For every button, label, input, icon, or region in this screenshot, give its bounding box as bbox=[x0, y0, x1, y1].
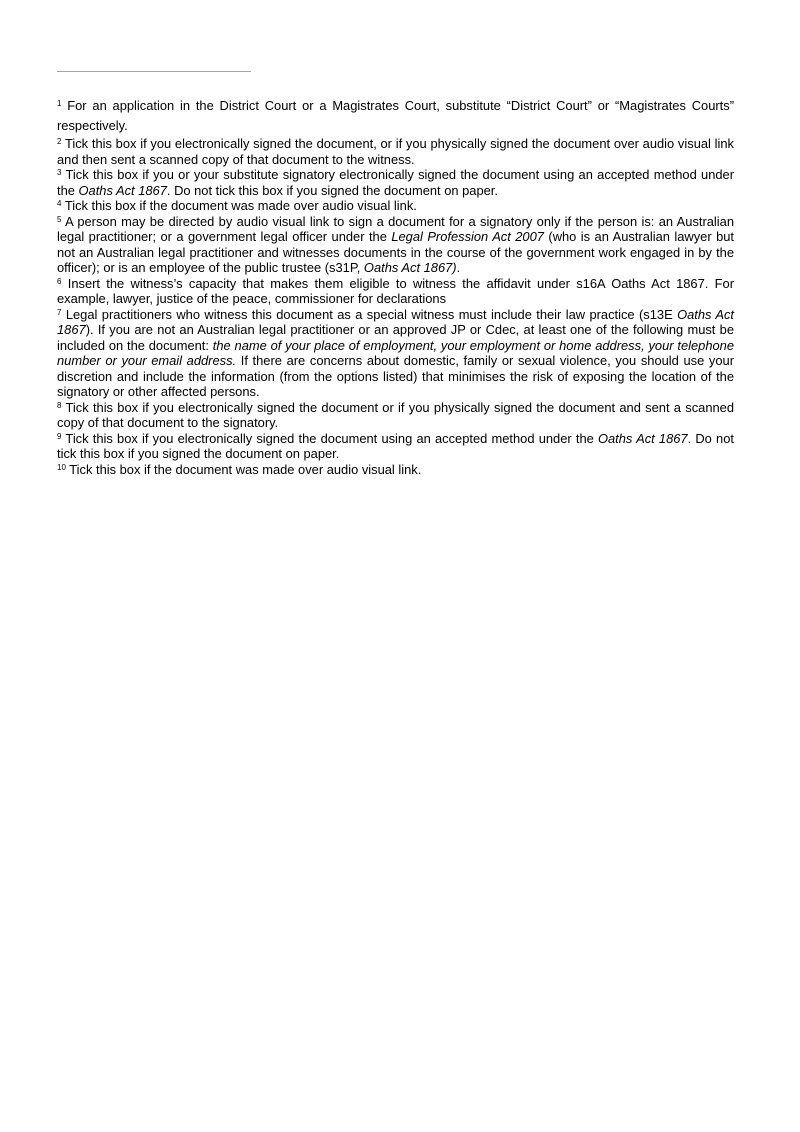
footnote-text: Tick this box if the document was made over audio visual link. bbox=[64, 198, 417, 213]
footnote-text: If there are concerns about domestic, family or sexual violence, you should use your discretion and include the information (from the options listed) that minimises the risk of exposing the location of the signatory or other affected persons. bbox=[57, 353, 734, 399]
footnote-text: ). If you are not an Australian legal practitioner or an approved JP or Cdec, at least one of the following must be included on the document: bbox=[57, 322, 734, 353]
footnote-6 bbox=[57, 276, 734, 307]
footnote-10 bbox=[57, 462, 734, 478]
footnote-text: (who is an Australian lawyer but not an Australian legal practitioner and witnesses documents in the course of the government work engaged in by the officer); or is an employee of the public trustee (s31P, bbox=[57, 229, 735, 275]
footnote-citation: Legal Profession Act 2007 bbox=[391, 229, 544, 244]
footnote-number: 5 bbox=[57, 214, 62, 224]
footnote-text: . Do not tick this box if you signed the document on paper. bbox=[166, 182, 498, 198]
footnote-text: Legal practitioners who witness this document as a special witness must include their law practice (s13E bbox=[65, 306, 678, 322]
footnote-citation: Oaths Act 1867 bbox=[597, 430, 688, 446]
footnote-emphasis: the name of your place of employment, your employment or home address, your telephone number or your email address. bbox=[57, 337, 735, 368]
footnote-number: 8 bbox=[57, 400, 62, 410]
footnote-5 bbox=[57, 214, 734, 276]
footnote-8 bbox=[57, 400, 734, 431]
footnote-text: Tick this box if you electronically signed the document using an accepted method under the bbox=[65, 430, 598, 446]
footnote-number: 9 bbox=[57, 431, 62, 441]
footnote-text: A person may be directed by audio visual link to sign a document for a signatory only if the person is: an Australian legal practitioner; or a government legal officer under the bbox=[57, 213, 734, 244]
footnote-number: 4 bbox=[57, 199, 62, 208]
footnote-citation: Oaths Act 1867 bbox=[57, 306, 734, 337]
footnote-1 bbox=[57, 96, 734, 136]
footnote-citation: Oaths Act 1867 bbox=[78, 182, 167, 198]
footnote-number: 1 bbox=[57, 99, 62, 108]
footnote-3 bbox=[57, 167, 734, 198]
footnote-number: 10 bbox=[57, 462, 66, 472]
footnote-number: 7 bbox=[57, 307, 62, 317]
footnote-citation: Oaths Act 1867) bbox=[363, 260, 457, 275]
footnote-text: Tick this box if you or your substitute signatory electronically signed the document using an accepted method under the bbox=[57, 167, 735, 198]
footnote-9 bbox=[57, 431, 734, 462]
footnote-text: Insert the witness’s capacity that makes them eligible to witness the affidavit under s16A Oaths Act 1867. For example, lawyer, justice of the peace, commissioner for declarations bbox=[57, 275, 734, 306]
footnote-text: Tick this box if the document was made over audio visual link. bbox=[69, 461, 422, 477]
footnotes-section bbox=[57, 96, 734, 477]
footnote-text: . bbox=[456, 260, 461, 275]
footnote-number: 3 bbox=[57, 168, 62, 177]
footnote-text: For an application in the District Court or a Magistrates Court, substitute “District Court” or “Magistrates Courts” respectively. bbox=[57, 98, 734, 133]
footnote-text: Tick this box if you electronically signed the document, or if you physically signed the document over audio visual link and then sent a scanned copy of that document to the witness. bbox=[57, 136, 734, 167]
footnote-text: . Do not tick this box if you signed the document on paper. bbox=[57, 430, 734, 461]
footnote-4 bbox=[57, 198, 734, 214]
footnote-number: 6 bbox=[57, 276, 62, 286]
footnote-2 bbox=[57, 136, 734, 167]
footnote-number: 2 bbox=[57, 137, 62, 146]
footnote-7 bbox=[57, 307, 734, 400]
footnote-separator bbox=[57, 71, 251, 72]
footnote-text: Tick this box if you electronically signed the document or if you physically signed the document and sent a scanned copy of that document to the signatory. bbox=[57, 399, 734, 430]
